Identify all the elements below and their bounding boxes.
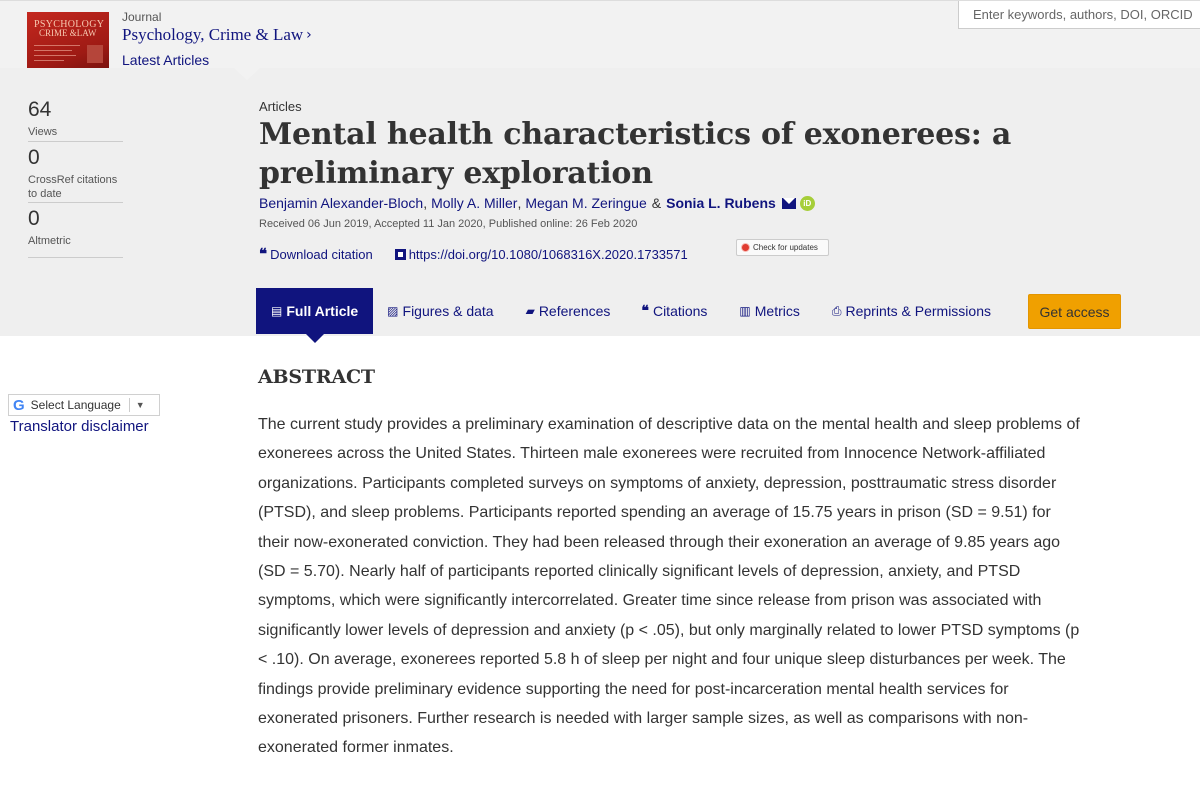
metric-crossref: [28, 147, 123, 203]
journal-label: Journal: [122, 10, 162, 24]
crossmark-icon: [741, 243, 750, 252]
envelope-icon[interactable]: [782, 198, 796, 209]
journal-name: Psychology, Crime & Law: [122, 25, 304, 44]
journal-cover-image[interactable]: [27, 12, 109, 69]
metric-altmetric: [28, 208, 123, 258]
article-section: Articles: [259, 99, 302, 114]
tab-label: Citations: [652, 303, 708, 319]
cover-decoration: [34, 55, 76, 56]
metric-label: CrossRef citations to date: [28, 174, 118, 200]
select-language-label: Select Language: [30, 398, 121, 412]
quote-icon: ❝: [259, 245, 268, 263]
chevron-down-icon: ▼: [135, 400, 145, 410]
author-link-corresponding[interactable]: Sonia L. Rubens: [666, 195, 776, 211]
tab-figures-data[interactable]: [387, 288, 493, 334]
author-link[interactable]: Megan M. Zeringue: [525, 195, 647, 211]
metric-value: 64: [28, 98, 52, 121]
cover-decoration: [34, 60, 64, 61]
latest-articles-link[interactable]: Latest Articles: [122, 52, 210, 68]
metric-label: Views: [28, 126, 58, 138]
author-separator: ,: [423, 195, 428, 211]
author-ampersand: &: [651, 195, 662, 211]
publication-dates: Received 06 Jun 2019, Accepted 11 Jan 2020, Published online: 26 Feb 2020: [259, 218, 638, 230]
doi-link[interactable]: https://doi.org/10.1080/1068316X.2020.1733571: [408, 246, 688, 262]
orcid-icon[interactable]: iD: [800, 196, 815, 211]
article-title: Mental health characteristics of exonerees: a preliminary exploration: [259, 117, 1012, 191]
chevron-right-icon: ›: [306, 27, 312, 43]
external-link-icon: [395, 249, 406, 260]
metric-views: [28, 99, 123, 142]
author-link[interactable]: Benjamin Alexander-Bloch: [259, 195, 424, 211]
metric-value: 0: [28, 207, 40, 230]
metric-label: Altmetric: [28, 235, 71, 247]
quote-icon: ❝: [641, 303, 649, 319]
cover-title-line1: PSYCHOLOGY: [34, 19, 105, 30]
tab-full-article[interactable]: [256, 288, 373, 334]
select-language-dropdown[interactable]: [8, 394, 160, 416]
abstract-heading: ABSTRACT: [258, 366, 375, 388]
printer-icon: ⎙: [831, 303, 842, 318]
tab-label: Figures & data: [402, 303, 494, 319]
document-icon: ▤: [271, 304, 283, 318]
tab-label: Full Article: [286, 303, 359, 319]
tab-label: Metrics: [754, 303, 800, 319]
abstract-text: The current study provides a preliminary examination of descriptive data on the mental health and sleep problems of exonerees across the United States. Thirteen male exonerees were recruited from Innocence Network-affiliated organizations. Participants completed surveys on symptoms of anxiety, depression, posttraumatic stress disorder (PTSD), and sleep problems. Participants reported spending an average of 15.75 years in prison (SD = 9.51) for their now-exonerated conviction. They had been released through their exoneration an average of 9.85 years ago (SD = 5.70). Nearly half of participants reported clinically significant levels of depression, anxiety, and PTSD symptoms, which were significantly intercorrelated. Greater time since release from prison was associated with significantly lower levels of depression and anxiety (p < .05), but only marginally related to lower PTSD symptoms (p < .10). On average, exonerees reported 5.8 h of sleep per night and four unique sleep disturbances per week. The findings provide preliminary evidence supporting the need for post-incarceration mental health services for exonerated prisoners. Further research is needed with larger sample sizes, as well as comparisons with non-exonerated former inmates.: [258, 416, 1080, 757]
author-list: [259, 195, 815, 211]
cover-decoration: [34, 45, 80, 46]
check-for-updates-button[interactable]: [736, 239, 829, 256]
search-input[interactable]: Enter keywords, authors, DOI, ORCID: [958, 1, 1200, 29]
tab-references[interactable]: [526, 288, 611, 334]
tab-metrics[interactable]: [739, 288, 799, 334]
book-icon: ▰: [525, 304, 535, 318]
tab-citations[interactable]: [641, 288, 707, 334]
google-icon: G: [13, 396, 25, 414]
translator-disclaimer-link[interactable]: Translator disclaimer: [10, 418, 149, 435]
header-notch: [234, 68, 260, 80]
article-links: [259, 245, 688, 263]
image-icon: ▨: [387, 304, 399, 318]
author-link[interactable]: Molly A. Miller: [431, 195, 518, 211]
metric-value: 0: [28, 146, 40, 169]
journal-name-link[interactable]: [122, 25, 312, 45]
cover-decoration: [34, 50, 72, 51]
dropdown-divider: [129, 398, 130, 412]
journal-header: [0, 0, 1200, 68]
get-access-button[interactable]: Get access: [1028, 294, 1121, 329]
author-separator: ,: [517, 195, 522, 211]
cover-decoration: [87, 45, 103, 63]
bar-chart-icon: ▥: [739, 304, 751, 318]
tab-label: References: [538, 303, 611, 319]
tab-reprints-permissions[interactable]: [832, 288, 991, 334]
tab-label: Reprints & Permissions: [845, 303, 991, 319]
download-citation-link[interactable]: Download citation: [270, 246, 373, 262]
check-updates-label: Check for updates: [753, 243, 818, 252]
cover-title-line2: CRIME &LAW: [39, 28, 97, 38]
article-tabs: [256, 288, 991, 334]
